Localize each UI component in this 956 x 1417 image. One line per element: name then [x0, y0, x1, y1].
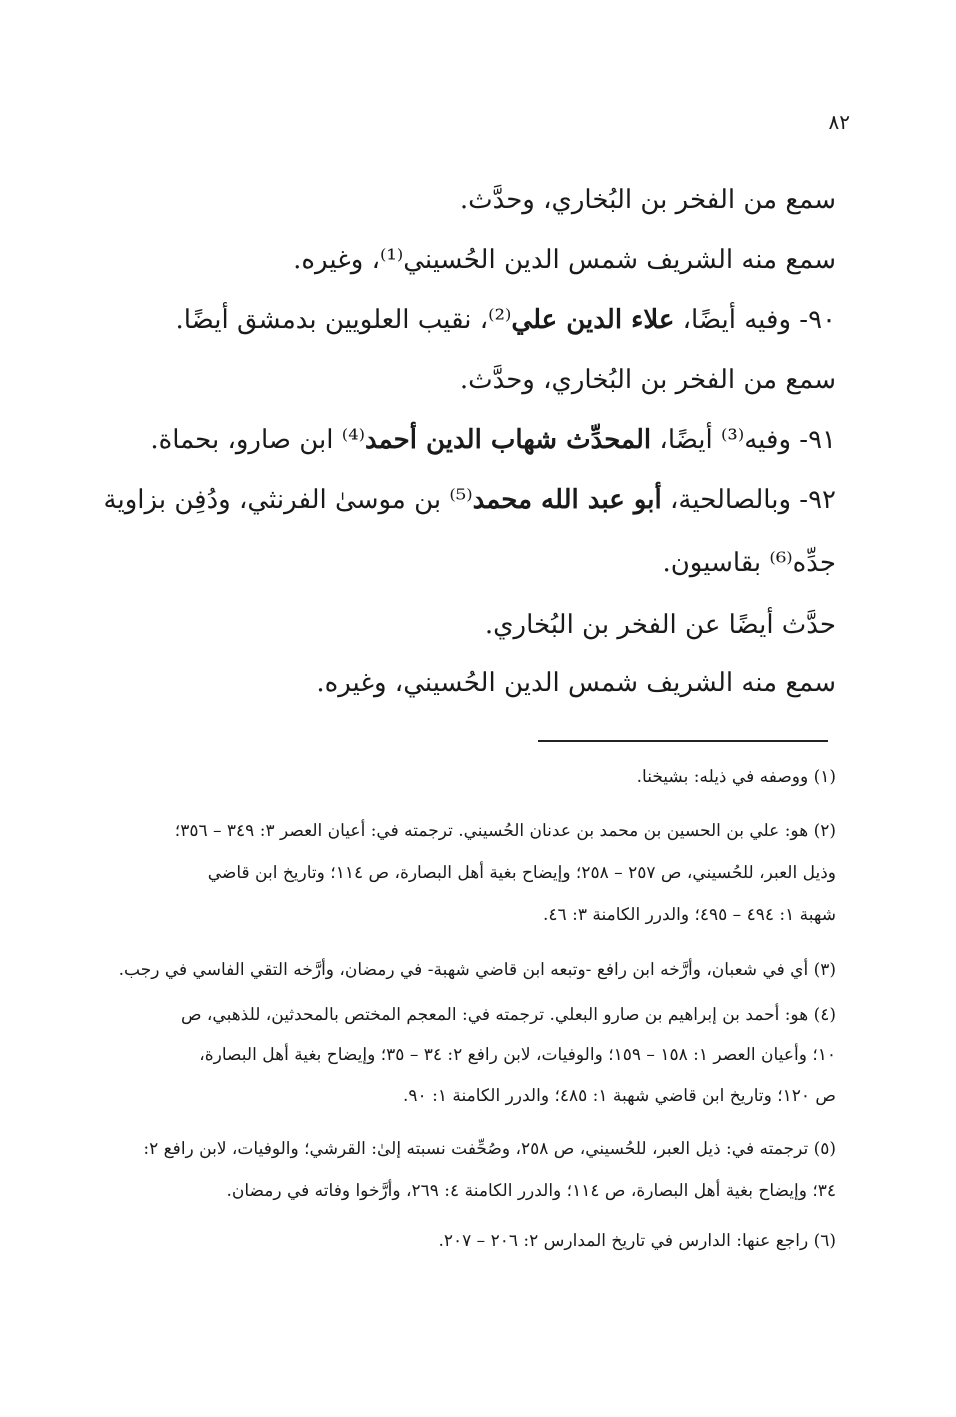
- footnote-4-line-1: (٤) هو: أحمد بن إبراهيم بن صارو البعلي. ترجمته في: المعجم المختص بالمحدثين، للذهبي، ص: [180, 1005, 836, 1025]
- entry-90-name: علاء الدين علي: [511, 305, 675, 335]
- page-number: ٨٢: [828, 110, 850, 134]
- footnote-separator: [538, 740, 828, 742]
- footnote-2-line-3: شهبة ١: ٤٩٤ – ٤٩٥؛ والدرر الكامنة ٣: ٤٦.: [543, 905, 836, 925]
- entry-90: [110, 300, 836, 340]
- footnote-2-line-2: وذيل العبر، للحُسيني، ص ٢٥٧ – ٢٥٨؛ وإيضاح بغية أهل البصارة، ص ١١٤؛ وتاريخ ابن قاضي: [207, 863, 836, 883]
- footnote-3: (٣) أي في شعبان، وأرَّخه ابن رافع -وتبعه ابن قاضي شهبة- في رمضان، وأرَّخه التقي الفاسي في رجب.: [118, 960, 836, 980]
- body-line-1: سمع من الفخر بن البُخاري، وحدَّث.: [459, 185, 836, 215]
- footnote-4-line-3: ص ١٢٠؛ وتاريخ ابن قاضي شهبة ١: ٤٨٥؛ والدرر الكامنة ١: ٩٠.: [403, 1086, 836, 1106]
- entry-91-rest: ⁽⁴⁾ ابن صارو، بحماة.: [150, 425, 365, 455]
- entry-90-rest: ⁽²⁾، نقيب العلويين بدمشق أيضًا.: [175, 305, 512, 335]
- entry-92-name: أبو عبد الله محمد: [472, 485, 662, 515]
- entry-91-name: المحدِّث شهاب الدين أحمد: [364, 425, 652, 455]
- footnote-5-line-1: (٥) ترجمته في: ذيل العبر، للحُسيني، ص ٢٥٨، وصُحِّفت نسبته إلىٰ: القرشي؛ والوفيات، لابن رافع ٢:: [143, 1139, 836, 1159]
- body-line-4: سمع من الفخر بن البُخاري، وحدَّث.: [459, 365, 836, 395]
- footnote-6: (٦) راجع عنها: الدارس في تاريخ المدارس ٢: ٢٠٦ – ٢٠٧.: [438, 1231, 836, 1251]
- footnote-1: (١) ووصفه في ذيله: بشيخنا.: [636, 767, 836, 787]
- body-line-7: جدِّه⁽⁶⁾ بقاسيون.: [662, 548, 836, 578]
- entry-91-number: ٩١- وفيه⁽³⁾ أيضًا،: [651, 425, 836, 455]
- footnote-4-line-2: ١٠؛ وأعيان العصر ١: ١٥٨ – ١٥٩؛ والوفيات، لابن رافع ٢: ٣٤ – ٣٥؛ وإيضاح بغية أهل البصارة،: [199, 1045, 836, 1065]
- body-line-2: سمع منه الشريف شمس الدين الحُسيني⁽¹⁾، وغيره.: [293, 245, 836, 275]
- footnote-5-line-2: ٣٤؛ وإيضاح بغية أهل البصارة، ص ١١٤؛ والدرر الكامنة ٤: ٢٦٩، وأرَّخوا وفاته في رمضان.: [226, 1181, 836, 1201]
- entry-91: [110, 420, 836, 460]
- body-line-9: سمع منه الشريف شمس الدين الحُسيني، وغيره.: [316, 668, 836, 698]
- entry-92-rest: ⁽⁵⁾ بن موسىٰ الفرنثي، ودُفِن بزاوية: [103, 485, 473, 515]
- entry-92-number: ٩٢- وبالصالحية،: [661, 485, 836, 515]
- body-line-8: حدَّث أيضًا عن الفخر بن البُخاري.: [484, 610, 836, 640]
- entry-90-number: ٩٠- وفيه أيضًا،: [674, 305, 836, 335]
- entry-92: [103, 480, 836, 520]
- footnote-2-line-1: (٢) هو: علي بن الحسين بن محمد بن عدنان الحُسيني. ترجمته في: أعيان العصر ٣: ٣٤٩ – ٣٥٦؛: [174, 821, 836, 841]
